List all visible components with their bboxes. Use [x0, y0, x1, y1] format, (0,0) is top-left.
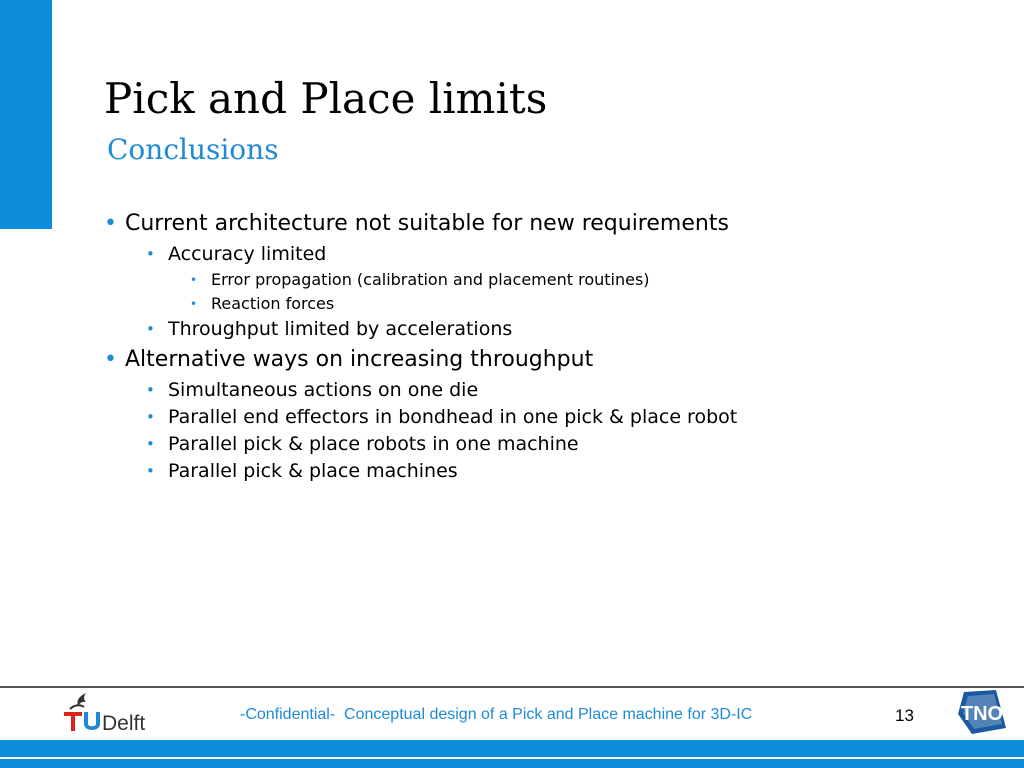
footer-confidential: -Confidential-: [240, 706, 336, 723]
bullet-icon: •: [146, 435, 155, 453]
footer-band-stripe: [0, 757, 1024, 759]
bullet-current-architecture: [104, 207, 984, 241]
tu-delft-logo-text: Delft: [102, 712, 146, 735]
footer-description: Conceptual design of a Pick and Place machine for 3D-IC: [344, 706, 753, 723]
footer-band: [0, 740, 1024, 768]
sub-bullet-accuracy: [104, 241, 984, 268]
slide-title: Pick and Place limits: [104, 74, 548, 123]
bullet-text: Parallel end effectors in bondhead in one pick & place robot: [168, 406, 738, 428]
page-number: 13: [895, 706, 914, 725]
bullet-icon: •: [190, 297, 198, 311]
bullet-text: Error propagation (calibration and placement routines): [211, 270, 650, 289]
sub-bullet-throughput: [104, 316, 984, 343]
sub-bullet-parallel-robots: [104, 431, 984, 458]
sub-bullet-simultaneous-actions: [104, 377, 984, 404]
bullet-text: Alternative ways on increasing throughput: [125, 347, 594, 372]
bullet-icon: •: [190, 273, 198, 287]
tno-logo-text: TNO: [960, 703, 1004, 725]
bullet-text: Simultaneous actions on one die: [168, 379, 479, 401]
bullet-text: Current architecture not suitable for new requirements: [125, 211, 729, 236]
bullet-content: [104, 207, 984, 485]
bullet-icon: •: [146, 245, 155, 263]
accent-bar: [0, 0, 52, 229]
bullet-icon: •: [104, 211, 117, 236]
bullet-icon: •: [146, 462, 155, 480]
sub-sub-bullet-reaction-forces: [104, 292, 984, 316]
footer-divider: [0, 686, 1024, 688]
bullet-icon: •: [146, 381, 155, 399]
tu-delft-logo: [62, 690, 172, 738]
bullet-text: Accuracy limited: [168, 243, 327, 265]
bullet-icon: •: [104, 347, 117, 372]
bullet-text: Throughput limited by accelerations: [168, 318, 513, 340]
sub-bullet-parallel-machines: [104, 458, 984, 485]
bullet-text: Parallel pick & place machines: [168, 460, 458, 482]
sub-sub-bullet-error-propagation: [104, 268, 984, 292]
slide-subtitle: Conclusions: [107, 133, 279, 166]
bullet-text: Parallel pick & place robots in one machine: [168, 433, 579, 455]
bullet-text: Reaction forces: [211, 294, 335, 313]
bullet-icon: •: [146, 408, 155, 426]
sub-bullet-parallel-end-effectors: [104, 404, 984, 431]
tno-logo: [954, 688, 1010, 736]
bullet-alternative-ways: [104, 343, 984, 377]
bullet-icon: •: [146, 320, 155, 338]
footer-text: [240, 706, 752, 724]
